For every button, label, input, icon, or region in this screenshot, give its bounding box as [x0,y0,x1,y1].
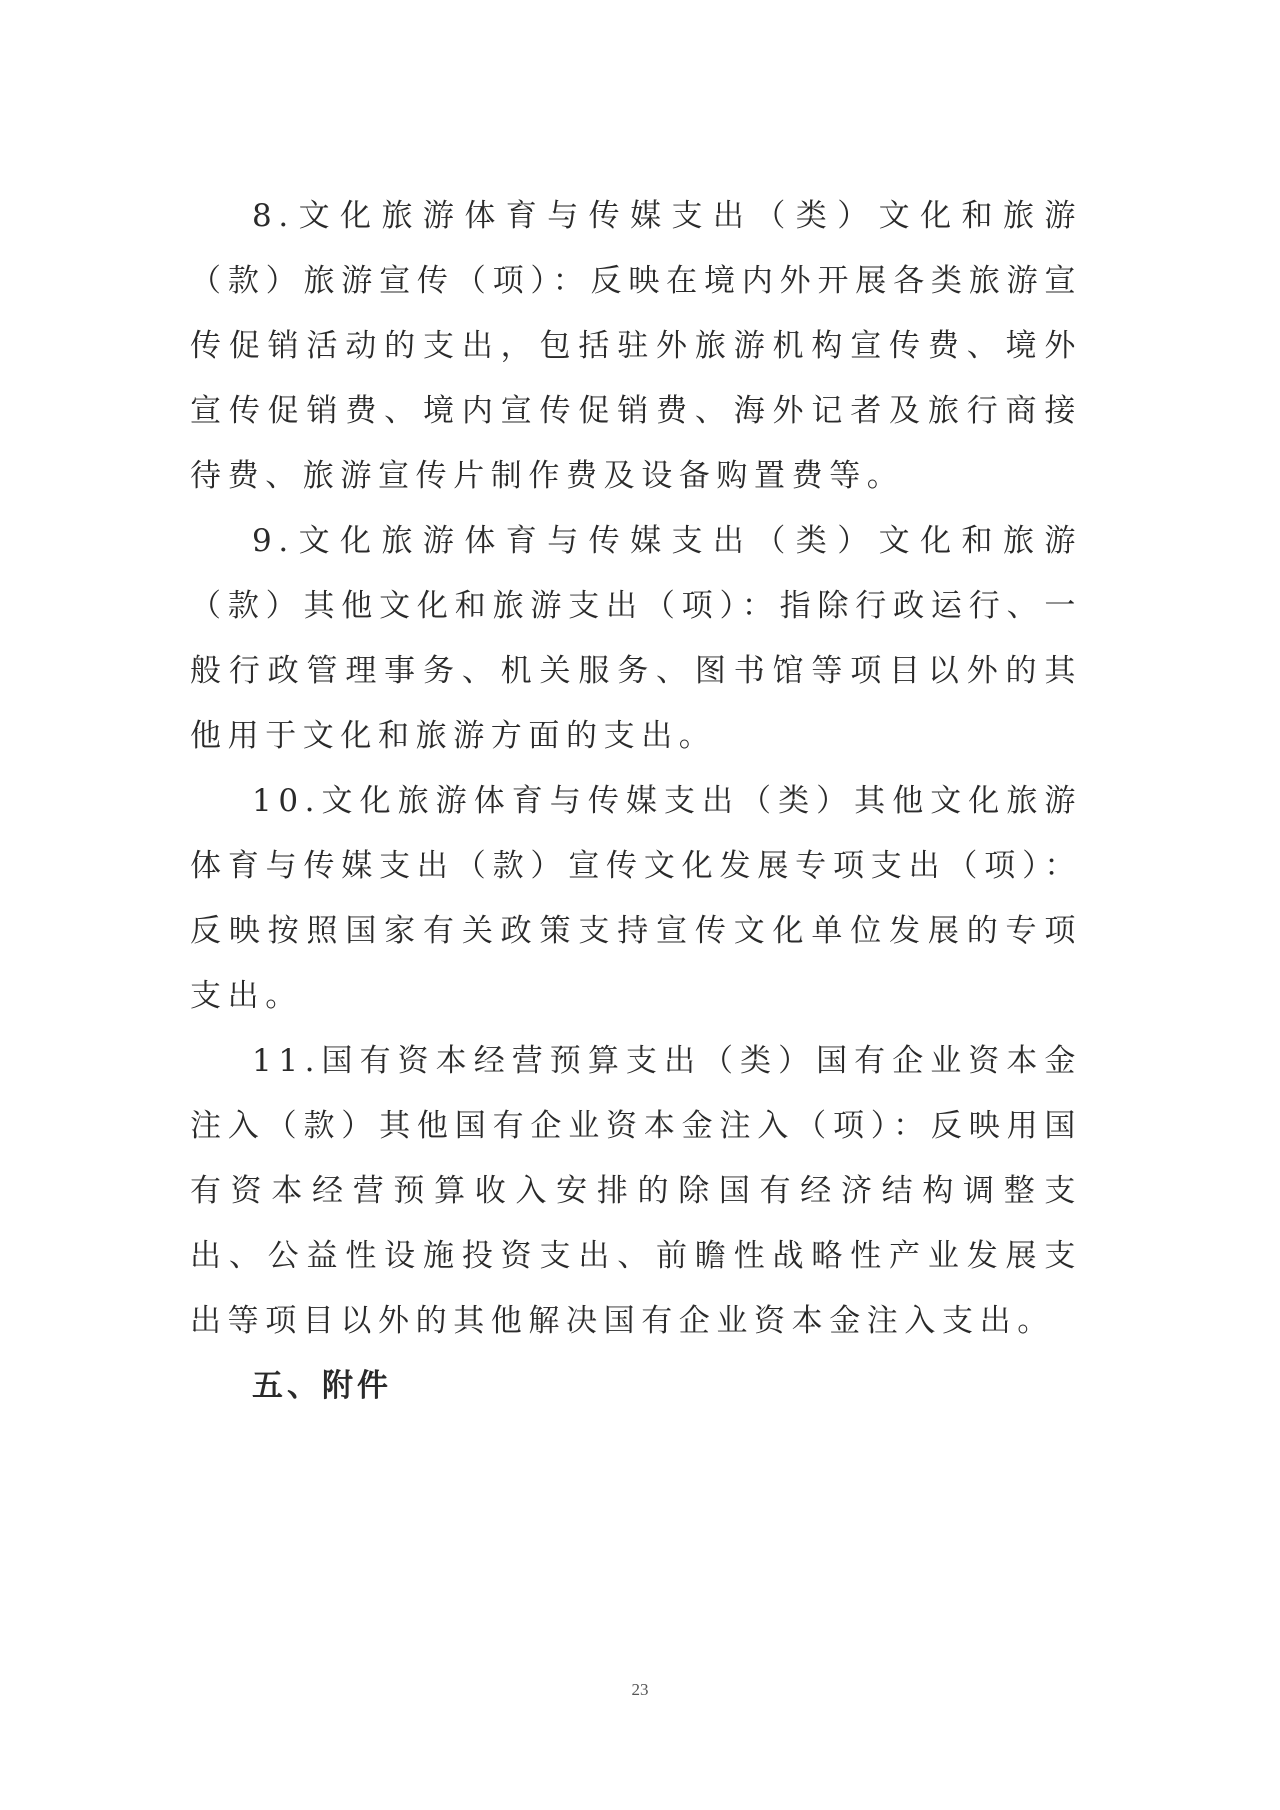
paragraph-item-11: 11.国有资本经营预算支出（类）国有企业资本金注入（款）其他国有企业资本金注入（项）：反映用国有资本经营预算收入安排的除国有经济结构调整支出、公益性设施投资支出、前瞻性战略性产业发展支出等项目以外的其他解决国有企业资本金注入支出。 [190,1043,1082,1339]
document-body [190,184,1082,1419]
paragraph-item-10: 10.文化旅游体育与传媒支出（类）其他文化旅游体育与传媒支出（款）宣传文化发展专项支出（项）：反映按照国家有关政策支持宣传文化单位发展的专项支出。 [190,783,1082,1014]
paragraph-item-9: 9.文化旅游体育与传媒支出（类）文化和旅游（款）其他文化和旅游支出（项）：指除行政运行、一般行政管理事务、机关服务、图书馆等项目以外的其他用于文化和旅游方面的支出。 [190,523,1082,754]
page-number: 23 [631,1680,649,1699]
paragraph-item-8: 8.文化旅游体育与传媒支出（类）文化和旅游（款）旅游宣传（项）：反映在境内外开展各类旅游宣传促销活动的支出，包括驻外旅游机构宣传费、境外宣传促销费、境内宣传促销费、海外记者及旅行商接待费、旅游宣传片制作费及设备购置费等。 [190,198,1082,494]
section-heading-attachments: 五、附件 [252,1368,392,1404]
